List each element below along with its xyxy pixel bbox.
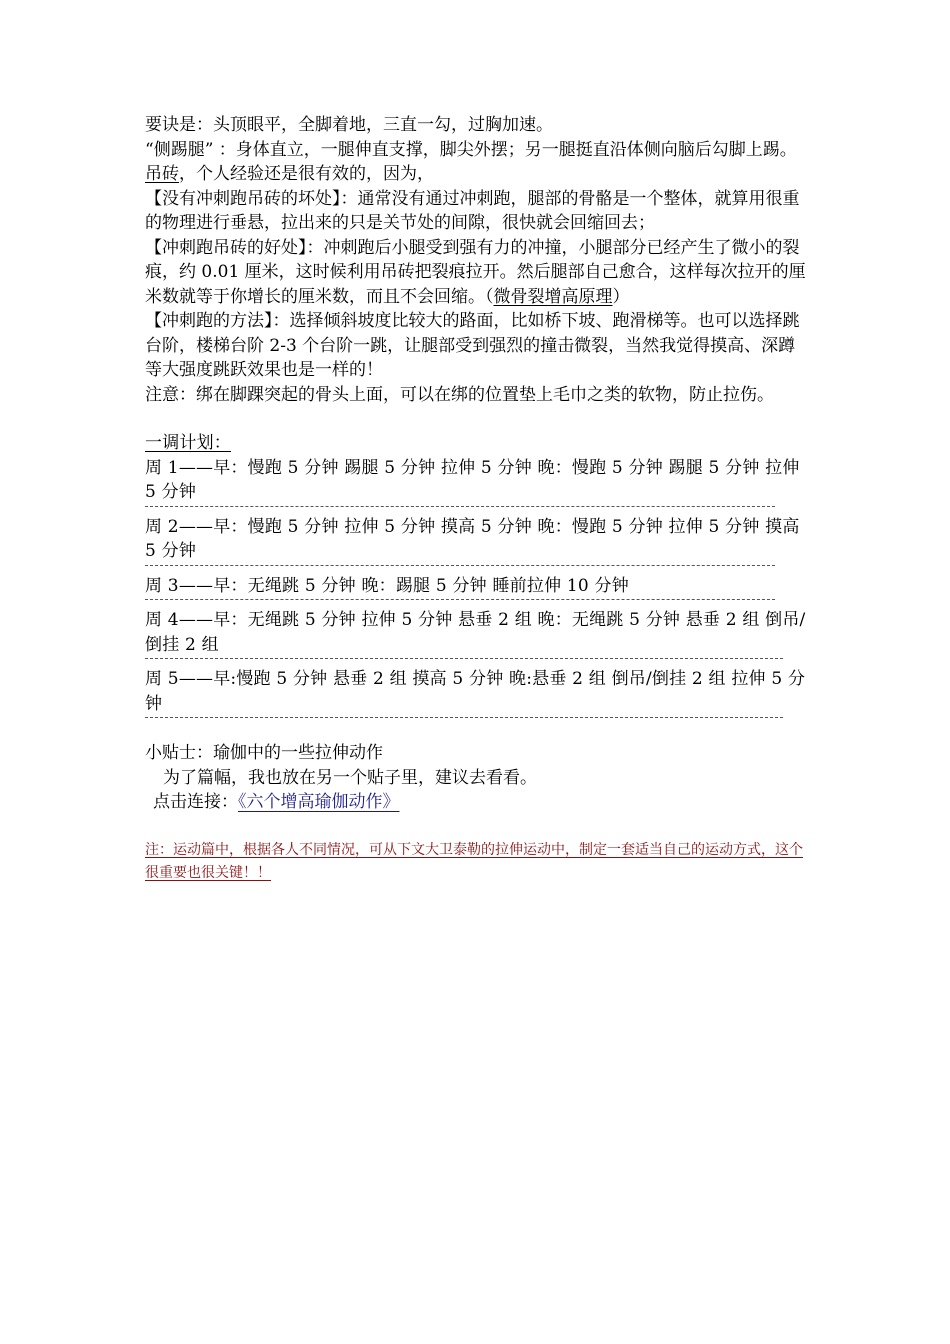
schedule-title: 一调计划： (145, 433, 231, 453)
hang-brick-paragraph (145, 162, 810, 187)
no-sprint-paragraph (145, 187, 810, 236)
tips-link-label: 点击连接： (153, 792, 238, 812)
document-page (145, 113, 810, 885)
no-sprint-heading: 【没有冲刺跑吊砖的坏处】 (145, 188, 341, 209)
tips-section (145, 741, 810, 815)
hang-brick-term: 吊砖 (145, 164, 179, 184)
divider (145, 565, 775, 567)
sprint-benefit-close: ） (612, 286, 630, 307)
schedule-week-3: 周 3——早：无绳跳 5 分钟 晚：踢腿 5 分钟 睡前拉伸 10 分钟 (145, 575, 629, 596)
sprint-benefit-heading: 【冲刺跑吊砖的好处】 (145, 237, 307, 258)
divider (145, 599, 775, 601)
yoga-link[interactable]: 《六个增高瑜伽动作》 (238, 792, 400, 812)
tips-link-row (145, 790, 810, 815)
divider (145, 658, 783, 660)
no-sprint-text: ：通常没有通过冲刺跑，腿部的骨骼是一个整体，就算用很重的物理进行垂悬，拉出来的只是关节处的间隙，很快就会回缩回去； (145, 188, 800, 233)
tips-title: 小贴士：瑜伽中的一些拉伸动作 (145, 743, 383, 763)
footer-note: 注：运动篇中，根据各人不同情况，可从下文大卫泰勒的拉伸运动中，制定一套适当自己的运动方式，这个很重要也很关键！！ (145, 841, 803, 881)
sprint-method-heading: 【冲刺跑的方法】 (145, 311, 273, 331)
caution-paragraph: 注意：绑在脚踝突起的骨头上面，可以在绑的位置垫上毛巾之类的软物，防止拉伤。 (145, 384, 774, 405)
schedule-week-2: 周 2——早：慢跑 5 分钟 拉伸 5 分钟 摸高 5 分钟 晚：慢跑 5 分钟 拉伸 5 分钟 摸高 5 分钟 (145, 516, 800, 561)
sprint-method-text: ：选择倾斜坡度比较大的路面，比如桥下坡、跑滑梯等。也可以选择跳台阶，楼梯台阶 2-3 个台阶一跳，让腿部受到强烈的撞击微裂，当然我觉得摸高、深蹲等大强度跳跃效果也是一样的！ (145, 311, 800, 380)
schedule-week-4: 周 4——早：无绳跳 5 分钟 拉伸 5 分钟 悬垂 2 组 晚：无绳跳 5 分钟 悬垂 2 组 倒吊/倒挂 2 组 (145, 610, 806, 655)
schedule-section (145, 431, 810, 719)
hang-brick-text: ，个人经验还是很有效的，因为， (179, 164, 434, 184)
tips-text: 为了篇幅，我也放在另一个贴子里，建议去看看。 (163, 767, 537, 788)
divider (145, 506, 775, 508)
side-kick-paragraph: “侧踢腿” ：身体直立，一腿伸直支撑，脚尖外摆；另一腿挺直沿体侧向脑后勾脚上踢。 (145, 139, 797, 160)
micro-fracture-link[interactable]: 微骨裂增高原理 (493, 286, 613, 307)
sprint-method-paragraph (145, 309, 810, 383)
key-points: 要诀是：头顶眼平，全脚着地，三直一勾，过胸加速。 (145, 115, 553, 135)
divider (145, 717, 783, 719)
sprint-benefit-text: ：冲刺跑后小腿受到强有力的冲撞，小腿部分已经产生了微小的裂痕，约 0.01 厘米，这时候利用吊砖把裂痕拉开。然后腿部自己愈合，这样每次拉开的厘米数就等于你增长的厘米数，而且不会回缩。（ (145, 237, 806, 307)
sprint-benefit-paragraph (145, 236, 810, 310)
schedule-week-5: 周 5——早:慢跑 5 分钟 悬垂 2 组 摸高 5 分钟 晚:悬垂 2 组 倒吊/倒挂 2 组 拉伸 5 分钟 (145, 669, 806, 714)
schedule-week-1: 周 1——早：慢跑 5 分钟 踢腿 5 分钟 拉伸 5 分钟 晚：慢跑 5 分钟 踢腿 5 分钟 拉伸 5 分钟 (145, 457, 800, 502)
